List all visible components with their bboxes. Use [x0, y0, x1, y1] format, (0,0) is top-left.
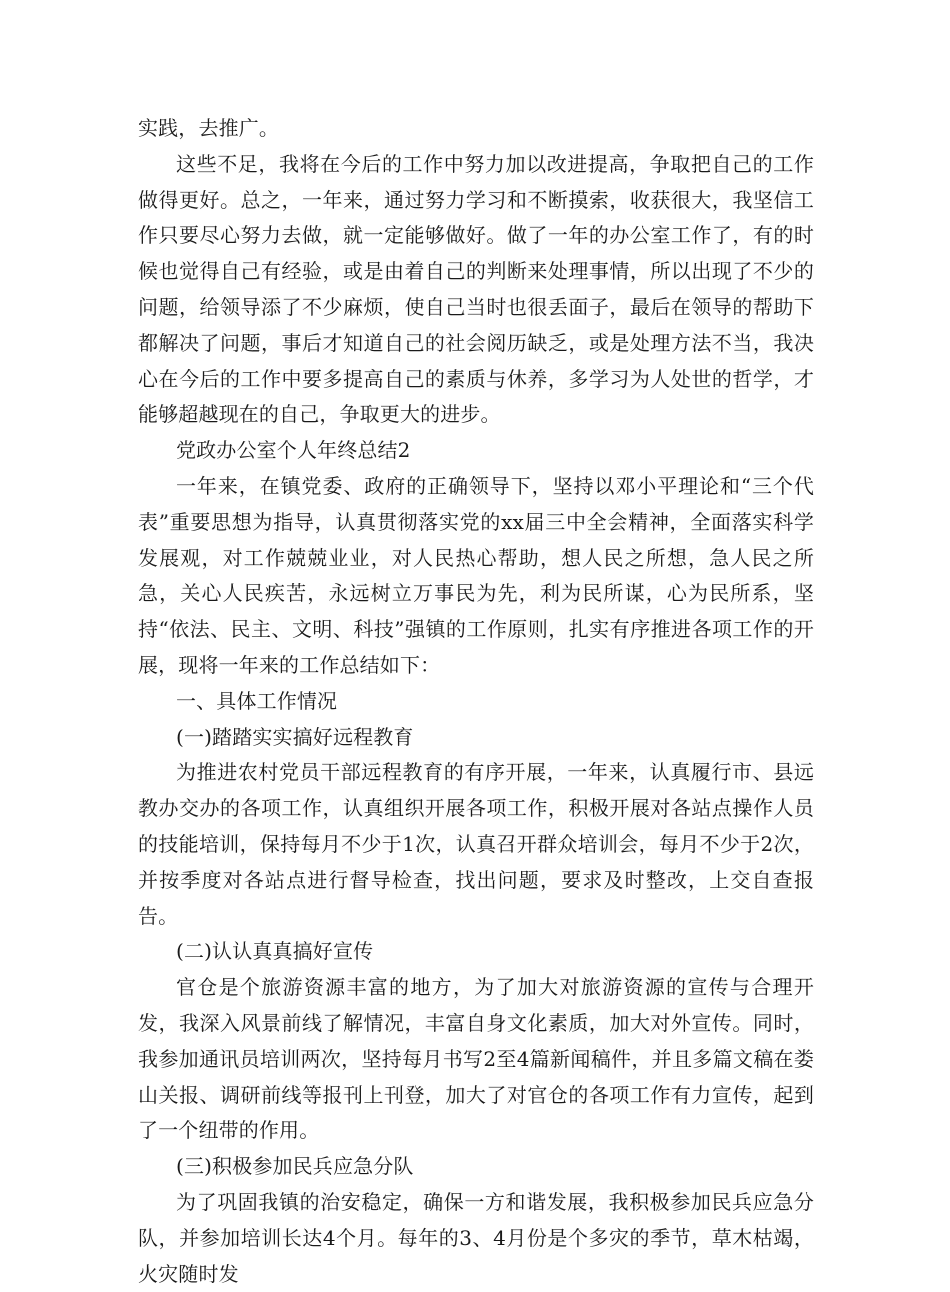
subheading-remote-education: (一)踏踏实实搞好远程教育	[176, 724, 414, 749]
document-body	[138, 111, 814, 1292]
subheading-publicity: (二)认认真真搞好宣传	[176, 939, 374, 964]
section-title: 党政办公室个人年终总结2	[176, 438, 411, 463]
paragraph-publicity: 官仓是个旅游资源丰富的地方，为了加大对旅游资源的宣传与合理开发，我深入风景前线了解情况，丰富自身文化素质，加大对外宣传。同时，我参加通讯员培训两次，坚持每月书写2至4篇新闻稿件，并且多篇文稿在娄山关报、调研前线等报刊上刊登，加大了对官仓的各项工作有力宣传，起到了一个纽带的作用。	[138, 975, 814, 1143]
subheading-militia: (三)积极参加民兵应急分队	[176, 1154, 414, 1179]
heading-work-situation: 一、具体工作情况	[176, 688, 338, 713]
paragraph-shortcomings: 这些不足，我将在今后的工作中努力加以改进提高，争取把自己的工作做得更好。总之，一年来，通过努力学习和不断摸索，收获很大，我坚信工作只要尽心努力去做，就一定能够做好。做了一年的办公室工作了，有的时候也觉得自己有经验，或是由着自己的判断来处理事情，所以出现了不少的问题，给领导添了不少麻烦，使自己当时也很丢面子，最后在领导的帮助下都解决了问题，事后才知道自己的社会阅历缺乏，或是处理方法不当，我决心在今后的工作中要多提高自己的素质与休养，多学习为人处世的哲学，才能够超越现在的自己，争取更大的进步。	[138, 151, 814, 427]
paragraph-intro: 一年来，在镇党委、政府的正确领导下，坚持以邓小平理论和“三个代表”重要思想为指导，认真贯彻落实党的xx届三中全会精神，全面落实科学发展观，对工作兢兢业业，对人民热心帮助，想人民之所想，急人民之所急，关心人民疾苦，永远树立万事民为先，利为民所谋，心为民所系，坚持“依法、民主、文明、科技”强镇的工作原则，扎实有序推进各项工作的开展，现将一年来的工作总结如下：	[138, 473, 814, 677]
paragraph-continuation: 实践，去推广。	[138, 116, 280, 140]
paragraph-militia: 为了巩固我镇的治安稳定，确保一方和谐发展，我积极参加民兵应急分队，并参加培训长达4个月。每年的3、4月份是个多灾的季节，草木枯竭，火灾随时发	[138, 1189, 814, 1286]
paragraph-remote-education: 为推进农村党员干部远程教育的有序开展，一年来，认真履行市、县远教办交办的各项工作，认真组织开展各项工作，积极开展对各站点操作人员的技能培训，保持每月不少于1次，认真召开群众培训会，每月不少于2次，并按季度对各站点进行督导检查，找出问题，要求及时整改，上交自查报告。	[138, 760, 814, 928]
